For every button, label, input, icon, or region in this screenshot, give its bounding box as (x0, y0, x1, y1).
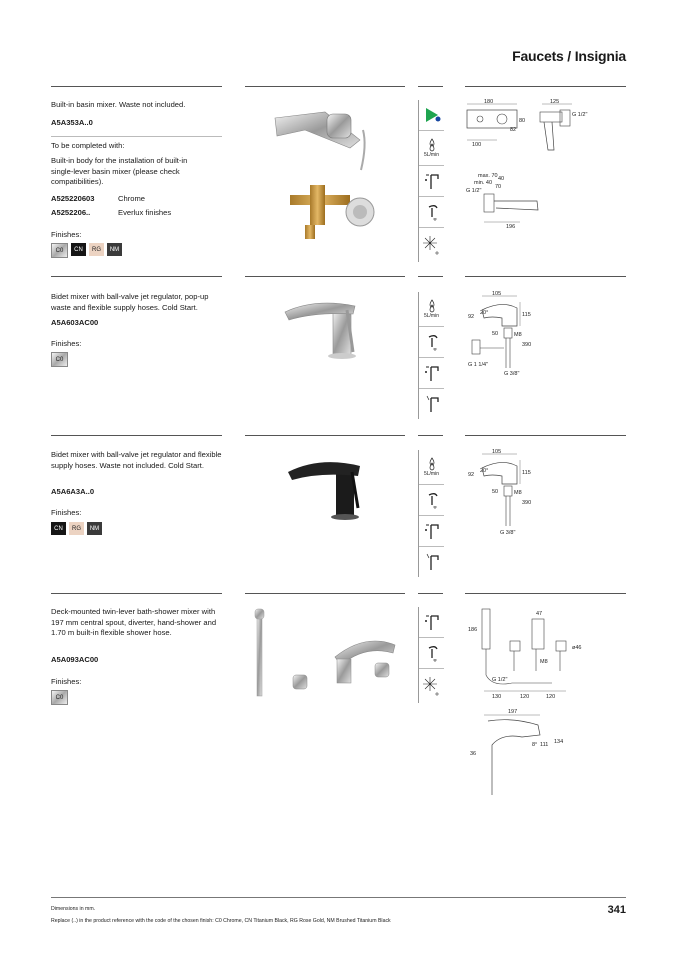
dim-label: G 1/2" (466, 188, 482, 194)
finish-swatches (51, 243, 122, 258)
finishes-label: Finishes: (51, 508, 82, 517)
section-rule (51, 276, 222, 277)
single-lever-faucet-icon (419, 607, 444, 638)
section-rule (465, 435, 626, 436)
dim-label: 115 (522, 312, 531, 318)
finishes-label: Finishes: (51, 677, 82, 686)
product-code: A5A353A..0 (51, 118, 93, 127)
dim-label: 50 (492, 489, 499, 495)
dim-label: 80 (519, 118, 526, 124)
dim-label: G 1/2" (572, 112, 588, 118)
feature-icons (418, 607, 444, 703)
section-rule (465, 593, 626, 594)
jet-regulator-icon (419, 197, 444, 228)
single-lever-faucet-icon (419, 358, 444, 389)
dim-label: G 1/2" (492, 677, 508, 683)
flow-rate-label: 5L/min (423, 471, 439, 477)
product-description: Built-in basin mixer. Waste not included. (51, 100, 186, 109)
dim-label: min. 40 (474, 180, 493, 186)
dim-label: 125 (550, 99, 560, 105)
jet-regulator-icon (419, 638, 444, 669)
section-rule (245, 86, 405, 87)
sparkle-finish-icon (419, 669, 444, 703)
section-rule (245, 435, 405, 436)
part-code: A525220603 (51, 194, 95, 203)
dim-label: 186 (468, 627, 478, 633)
eco-leaf-icon (419, 100, 444, 131)
dim-label: 105 (492, 291, 502, 297)
feature-icons (418, 100, 444, 262)
finish-swatches (51, 352, 68, 367)
dim-label: 40 (498, 176, 505, 182)
dim-label: M8 (514, 332, 522, 338)
finish-swatch-rose-gold: RG (89, 243, 104, 256)
dim-label: 390 (522, 342, 532, 348)
dim-label: 120 (546, 694, 556, 700)
jet-regulator-icon (419, 327, 444, 358)
finish-swatch-brushed-titanium: NM (87, 522, 102, 535)
finish-swatch-chrome: C0 (51, 243, 68, 258)
section-rule (245, 276, 405, 277)
product-image-bidet-mixer-black (280, 450, 390, 520)
section-rule (465, 86, 626, 87)
dim-label: G 3/8" (504, 371, 520, 377)
completion-description: Built-in body for the installation of built-in single-lever basin mixer (please check compatibilities). (51, 156, 188, 186)
section-rule (245, 593, 405, 594)
section-rule (51, 86, 222, 87)
dim-label: 92 (468, 472, 475, 478)
dim-label: 134 (554, 739, 564, 745)
single-lever-faucet-icon (419, 516, 444, 547)
dim-label: 115 (522, 470, 531, 476)
dim-label: 120 (520, 694, 530, 700)
dim-label: 390 (522, 500, 532, 506)
page-number: 341 (607, 904, 626, 916)
product-image-bath-shower-mixer (245, 605, 405, 700)
section-rule (51, 593, 222, 594)
flow-rate-icon (419, 131, 444, 166)
part-code: A5252206.. (51, 208, 91, 217)
product-image-builtin-mixer (265, 100, 395, 250)
dim-label: 20° (480, 310, 489, 316)
section-rule (418, 86, 443, 87)
product-code: A5A6A3A..0 (51, 487, 95, 496)
dim-label: max. 70 (478, 173, 498, 179)
dim-label: 111 (540, 742, 549, 748)
dim-label: M8 (540, 659, 548, 665)
dim-label: 180 (484, 99, 494, 105)
section-rule (418, 276, 443, 277)
sparkle-finish-icon (419, 228, 444, 262)
flow-rate-label: 5L/min (423, 152, 439, 158)
product-code: A5A093AC00 (51, 655, 99, 664)
dim-label: 20° (480, 468, 489, 474)
dim-label: 130 (492, 694, 502, 700)
flow-rate-label: 5L/min (423, 313, 439, 319)
product-image-bidet-mixer-chrome (275, 290, 385, 360)
footer-note-dimensions: Dimensions in mm. (51, 906, 96, 912)
dim-label: 100 (472, 142, 482, 148)
single-lever-faucet-icon (419, 166, 444, 197)
dim-label: 8° (532, 742, 538, 748)
product-code: A5A603AC00 (51, 318, 99, 327)
section-rule (51, 435, 222, 436)
dim-label: 50 (492, 331, 499, 337)
finish-swatch-chrome: C0 (51, 352, 68, 367)
jet-regulator-icon (419, 485, 444, 516)
flow-rate-icon (419, 450, 444, 485)
flow-rate-icon (419, 292, 444, 327)
feature-icons (418, 292, 444, 419)
part-name: Everlux finishes (118, 208, 172, 217)
finish-swatch-chrome: C0 (51, 690, 68, 705)
section-rule (465, 276, 626, 277)
feature-icons (418, 450, 444, 577)
dim-label: 70 (495, 184, 502, 190)
product-description: Deck-mounted twin-lever bath-shower mixer with 197 mm central spout, diverter, hand-shower and 1.70 m built-in flexible shower hose. (51, 607, 217, 637)
dim-label: 196 (506, 224, 516, 230)
finish-swatch-titanium-black: CN (71, 243, 86, 256)
dim-label: 36 (470, 751, 477, 757)
technical-drawing-bidet-mixer-2 (462, 448, 626, 538)
product-description: Bidet mixer with ball-valve jet regulator, pop-up waste and flexible supply hoses. Cold Start. (51, 292, 209, 312)
dim-label: ø46 (572, 645, 582, 651)
finishes-label: Finishes: (51, 339, 82, 348)
part-name: Chrome (118, 194, 146, 203)
divider (51, 136, 222, 137)
finish-swatches (51, 690, 68, 705)
finishes-label: Finishes: (51, 230, 82, 239)
product-description: Bidet mixer with ball-valve jet regulator and flexible supply hoses. Waste not included. Cold Start. (51, 450, 222, 470)
footer-note-finishes: Replace (..) in the product reference with the code of the chosen finish: C0 Chrome, CN Titanium Black, RG Rose Gold, NM Brushed Titanium Black (51, 918, 391, 924)
technical-drawing-bidet-mixer (462, 290, 626, 380)
dim-label: 105 (492, 449, 502, 455)
dim-label: 197 (508, 709, 518, 715)
finish-swatches (51, 522, 102, 535)
finish-swatch-brushed-titanium: NM (107, 243, 122, 256)
finish-swatch-titanium-black: CN (51, 522, 66, 535)
dim-label: 47 (536, 611, 543, 617)
section-rule (418, 593, 443, 594)
finish-swatch-rose-gold: RG (69, 522, 84, 535)
dim-label: G 1 1/4" (468, 362, 488, 368)
footer-rule (51, 897, 626, 898)
technical-drawing-bath-shower-mixer (462, 605, 626, 805)
page-title: Faucets / Insignia (512, 48, 626, 64)
completion-label: To be completed with: (51, 141, 125, 150)
cold-start-faucet-icon (419, 547, 444, 577)
dim-label: 92 (468, 314, 475, 320)
dim-label: M8 (514, 490, 522, 496)
technical-drawing-builtin-mixer (462, 98, 626, 233)
cold-start-faucet-icon (419, 389, 444, 419)
section-rule (418, 435, 443, 436)
dim-label: 82 (510, 127, 517, 133)
dim-label: G 3/8" (500, 530, 516, 536)
